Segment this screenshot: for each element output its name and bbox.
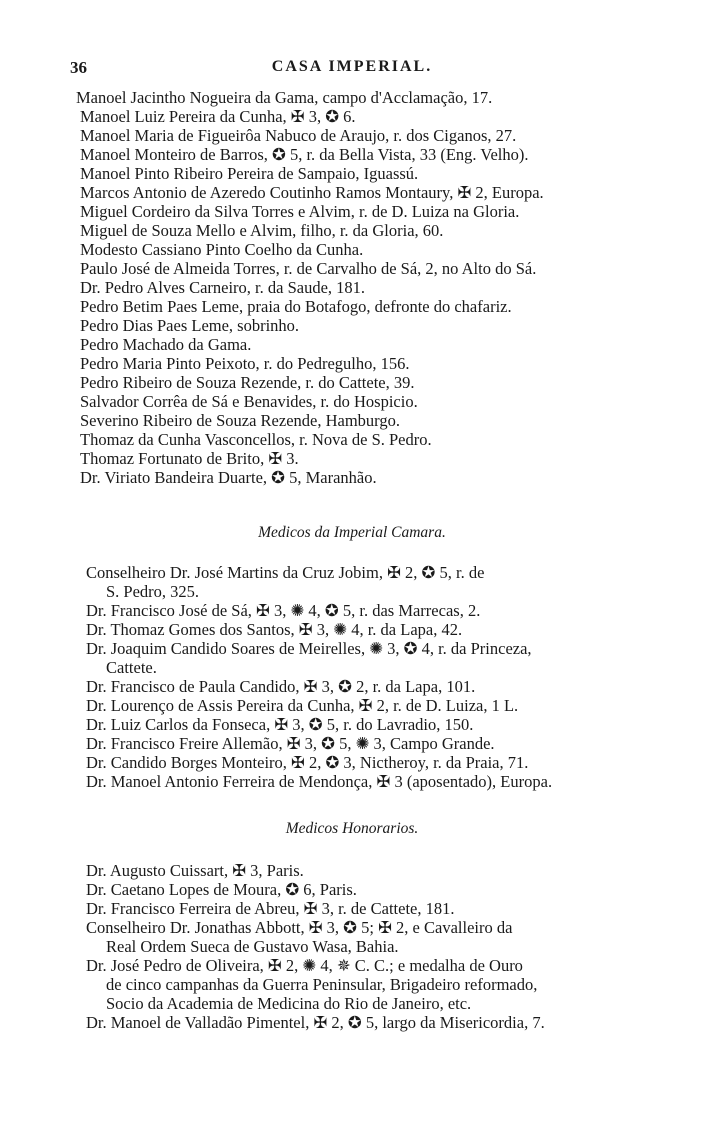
list-item: Dr. Joaquim Candido Soares de Meirelles, ✺ 3, ✪ 4, r. da Princeza, xyxy=(86,639,532,658)
list-item: Dr. Francisco Freire Allemão, ✠ 3, ✪ 5, ✺ 3, Campo Grande. xyxy=(86,734,495,753)
list-item: Manoel Monteiro de Barros, ✪ 5, r. da Bella Vista, 33 (Eng. Velho). xyxy=(80,145,529,164)
page-header xyxy=(0,58,704,82)
medicos-camara-list xyxy=(0,563,704,791)
list-item: Salvador Corrêa de Sá e Benavides, r. do Hospicio. xyxy=(80,392,418,411)
list-item: Conselheiro Dr. José Martins da Cruz Jobim, ✠ 2, ✪ 5, r. de xyxy=(86,563,485,582)
list-item: Manoel Pinto Ribeiro Pereira de Sampaio, Iguassú. xyxy=(80,164,419,183)
list-item: Severino Ribeiro de Souza Rezende, Hamburgo. xyxy=(80,411,400,430)
list-item: Dr. Manoel de Valladão Pimentel, ✠ 2, ✪ 5, largo da Misericordia, 7. xyxy=(86,1013,545,1032)
list-item: Manoel Jacintho Nogueira da Gama, campo d'Acclamação, 17. xyxy=(76,88,493,107)
list-item: Pedro Dias Paes Leme, sobrinho. xyxy=(80,316,300,335)
running-head: CASA IMPERIAL. xyxy=(271,58,433,75)
list-item: Dr. Pedro Alves Carneiro, r. da Saude, 181. xyxy=(80,278,366,297)
list-item: Pedro Ribeiro de Souza Rezende, r. do Cattete, 39. xyxy=(80,373,415,392)
member-list xyxy=(0,88,704,487)
list-item: Paulo José de Almeida Torres, r. de Carvalho de Sá, 2, no Alto do Sá. xyxy=(80,259,537,278)
list-item: Dr. Francisco Ferreira de Abreu, ✠ 3, r. de Cattete, 181. xyxy=(86,899,455,918)
list-item: Dr. Lourenço de Assis Pereira da Cunha, ✠ 2, r. de D. Luiza, 1 L. xyxy=(86,696,519,715)
section-title-medicos-honorarios: Medicos Honorarios. xyxy=(285,820,419,837)
list-item: Conselheiro Dr. Jonathas Abbott, ✠ 3, ✪ 5; ✠ 2, e Cavalleiro da xyxy=(86,918,513,937)
list-item: Dr. Manoel Antonio Ferreira de Mendonça, ✠ 3 (aposentado), Europa. xyxy=(86,772,553,791)
list-item: Miguel Cordeiro da Silva Torres e Alvim, r. de D. Luiza na Gloria. xyxy=(80,202,520,221)
list-item: Miguel de Souza Mello e Alvim, filho, r. da Gloria, 60. xyxy=(80,221,444,240)
list-item: Marcos Antonio de Azeredo Coutinho Ramos Montaury, ✠ 2, Europa. xyxy=(80,183,544,202)
list-item: Pedro Betim Paes Leme, praia do Botafogo, defronte do chafariz. xyxy=(80,297,512,316)
list-item: Dr. Augusto Cuissart, ✠ 3, Paris. xyxy=(86,861,304,880)
list-item: Dr. Luiz Carlos da Fonseca, ✠ 3, ✪ 5, r. do Lavradio, 150. xyxy=(86,715,474,734)
list-item: Dr. Caetano Lopes de Moura, ✪ 6, Paris. xyxy=(86,880,357,899)
list-item: Manoel Maria de Figueirôa Nabuco de Araujo, r. dos Ciganos, 27. xyxy=(80,126,517,145)
list-item: Dr. Thomaz Gomes dos Santos, ✠ 3, ✺ 4, r. da Lapa, 42. xyxy=(86,620,463,639)
list-item: Dr. Candido Borges Monteiro, ✠ 2, ✪ 3, Nictheroy, r. da Praia, 71. xyxy=(86,753,529,772)
list-item: Dr. Francisco José de Sá, ✠ 3, ✺ 4, ✪ 5, r. das Marrecas, 2. xyxy=(86,601,481,620)
medicos-honorarios-list xyxy=(0,861,704,1032)
list-item-continuation: Cattete. xyxy=(106,658,157,677)
list-item: Pedro Maria Pinto Peixoto, r. do Pedregulho, 156. xyxy=(80,354,410,373)
list-item-continuation: de cinco campanhas da Guerra Peninsular, Brigadeiro reformado, xyxy=(106,975,538,994)
page-number: 36 xyxy=(70,58,87,77)
list-item-continuation: Socio da Academia de Medicina do Rio de Janeiro, etc. xyxy=(106,994,472,1013)
list-item: Dr. Francisco de Paula Candido, ✠ 3, ✪ 2, r. da Lapa, 101. xyxy=(86,677,476,696)
section-title-medicos-camara: Medicos da Imperial Camara. xyxy=(258,524,446,541)
list-item: Modesto Cassiano Pinto Coelho da Cunha. xyxy=(80,240,364,259)
list-item: Manoel Luiz Pereira da Cunha, ✠ 3, ✪ 6. xyxy=(80,107,356,126)
list-item: Dr. José Pedro de Oliveira, ✠ 2, ✺ 4, ✵ C. C.; e medalha de Ouro xyxy=(86,956,523,975)
list-item-continuation: S. Pedro, 325. xyxy=(106,582,200,601)
list-item-continuation: Real Ordem Sueca de Gustavo Wasa, Bahia. xyxy=(106,937,399,956)
list-item: Thomaz da Cunha Vasconcellos, r. Nova de S. Pedro. xyxy=(80,430,432,449)
list-item: Dr. Viriato Bandeira Duarte, ✪ 5, Maranhão. xyxy=(80,468,377,487)
list-item: Thomaz Fortunato de Brito, ✠ 3. xyxy=(80,449,299,468)
list-item: Pedro Machado da Gama. xyxy=(80,335,252,354)
